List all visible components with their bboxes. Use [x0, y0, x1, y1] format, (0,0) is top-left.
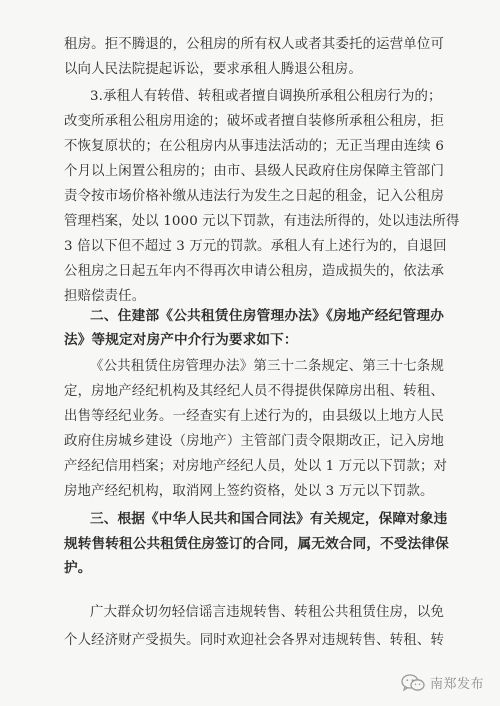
paragraph-line: 改变所承租公租房用途的；破坏或者擅自装修所承租公租房，拒: [64, 114, 444, 129]
paragraph-line: 个月以上闲置公租房的；由市、县级人民政府住房保障主管部门: [64, 164, 444, 179]
paragraph-line: 以向人民法院提起诉讼，要求承租人腾退公租房。: [64, 62, 362, 77]
paragraph-line: 公租房之日起五年内不得再次申请公租房，造成损失的，依法承: [64, 264, 444, 279]
section-heading-line: 护。: [64, 560, 92, 576]
paragraph-line: 不恢复原状的；在公租房内从事违法活动的；无正当理由连续 6: [64, 139, 444, 154]
paragraph-line: 管理档案，处以 1000 元以下罚款，有违法所得的，处以违法所得: [64, 214, 460, 229]
paragraph-line: 出售等经纪业务。一经查实有上述行为的，由县级以上地方人民: [64, 409, 444, 424]
paragraph-line: 房地产经纪机构，取消网上签约资格，处以 3 万元以下罚款。: [64, 484, 434, 499]
watermark: [401, 673, 484, 692]
section-heading-line: 二、住建部《公共租赁住房管理办法》《房地产经纪管理办: [90, 308, 444, 324]
section-heading-line: 规转售转租公共租赁住房签订的合同，属无效合同，不受法律保: [64, 536, 449, 552]
wechat-icon: [401, 674, 425, 692]
paragraph-line: 个人经济财产受损失。同时欢迎社会各界对违规转售、转租、转: [64, 633, 444, 648]
section-heading-line: 法》等规定对房产中介行为要求如下：: [64, 332, 298, 348]
paragraph-line: 租房。拒不腾退的，公租房的所有权人或者其委托的运营单位可: [64, 37, 444, 52]
paragraph-line: 定，房地产经纪机构及其经纪人员不得提供保障房出租、转租、: [64, 384, 444, 399]
section-heading-line: 三、根据《中华人民共和国合同法》有关规定，保障对象违: [90, 511, 448, 527]
paragraph-line: 产经纪信用档案；对房地产经纪人员，处以 1 万元以下罚款；对: [64, 459, 448, 474]
paragraph-line: 责令按市场价格补缴从违法行为发生之日起的租金，记入公租房: [64, 189, 444, 204]
paragraph-line: 广大群众切勿轻信谣言违规转售、转租公共租赁住房，以免: [90, 605, 444, 620]
paragraph-line: 3.承租人有转借、转租或者擅自调换所承租公租房行为的；: [90, 89, 442, 104]
paragraph-line: 政府住房城乡建设（房地产）主管部门责令限期改正，记入房地: [64, 434, 444, 449]
paragraph-line: 担赔偿责任。: [64, 289, 146, 304]
paragraph-line: 《公共租赁住房管理办法》第三十二条规定、第三十七条规: [90, 359, 444, 374]
paragraph-line: 3 倍以下但不超过 3 万元的罚款。承租人有上述行为的，自退回: [64, 239, 447, 254]
watermark-text: 南郑发布: [429, 677, 484, 692]
